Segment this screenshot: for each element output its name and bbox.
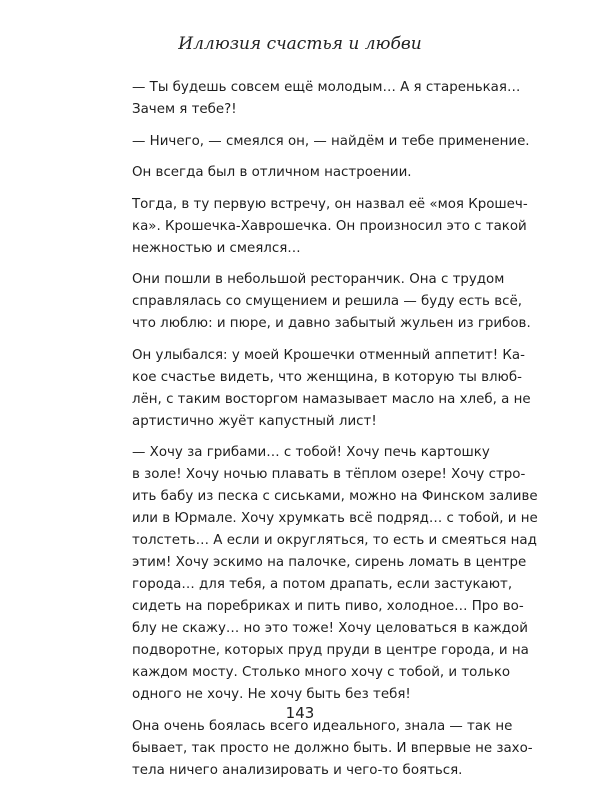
paragraph: [132, 77, 521, 121]
text-line: Она очень боялась всего идеального, знала — так не: [132, 718, 513, 734]
paragraph: [132, 345, 531, 433]
text-line: нежностью и смеялся…: [132, 240, 301, 256]
text-line: блу не скажу… но это тоже! Хочу целоваться в каждой: [132, 621, 528, 636]
text-line: ить бабу из песка с сиськами, можно на Финском заливе: [132, 489, 538, 504]
text-line: лён, с таким восторгом намазывает масло на хлеб, а не: [132, 391, 531, 407]
page-number: 143: [285, 704, 315, 722]
text-line: подворотне, которых пруд пруди в центре города, и на: [132, 643, 529, 658]
text-line: что люблю: и пюре, и давно забытый жульен из грибов.: [132, 316, 531, 331]
text-line: справлялась со смущением и решила — буду есть всё,: [132, 294, 522, 309]
paragraph: [132, 194, 528, 260]
text-line: каждом мосту. Столько много хочу с тобой, и только: [132, 665, 511, 680]
text-line: Он улыбался: у моей Крошечки отменный аппетит! Ка-: [132, 347, 525, 363]
text-line: — Ничего, — смеялся он, — найдём и тебе применение.: [132, 133, 530, 149]
text-line: ка». Крошечка-Хаврошечка. Он произносил это с такой: [132, 218, 527, 234]
body-text: [132, 77, 538, 791]
paragraph: [132, 716, 533, 782]
paragraph: [132, 269, 531, 335]
paragraph: [132, 131, 530, 153]
text-line: Он всегда был в отличном настроении.: [132, 165, 412, 180]
text-line: Тогда, в ту первую встречу, он назвал её «моя Крошеч-: [132, 196, 528, 212]
text-line: или в Юрмале. Хочу хрумкать всё подряд… с тобой, и не: [132, 511, 538, 526]
text-line: этим! Хочу эскимо на палочке, сирень ломать в центре: [132, 555, 527, 570]
paragraph: [132, 442, 538, 706]
paragraph: [132, 162, 474, 184]
text-line: — Ты будешь совсем ещё молодым… А я старенькая…: [132, 80, 521, 95]
text-line: артистично жуёт капустный лист!: [132, 413, 377, 429]
text-line: сидеть на поребриках и пить пиво, холодное… Про во-: [132, 599, 524, 614]
running-title: Иллюзия счастья и любви: [178, 34, 422, 54]
text-line: — Хочу за грибами… с тобой! Хочу печь картошку: [132, 445, 490, 460]
text-line: Они пошли в небольшой ресторанчик. Она с трудом: [132, 272, 505, 287]
text-line: в золе! Хочу ночью плавать в тёплом озере! Хочу стро-: [132, 467, 526, 482]
text-line: толстеть… А если и округляться, то есть и смеяться над: [132, 533, 537, 548]
text-line: бывает, так просто не должно быть. И впервые не захо-: [132, 740, 533, 756]
text-line: города… для тебя, а потом драпать, если застукают,: [132, 577, 513, 592]
text-line: одного не хочу. Не хочу быть без тебя!: [132, 687, 411, 702]
text-line: кое счастье видеть, что женщина, в которую ты влюб-: [132, 369, 522, 385]
text-line: Зачем я тебе?!: [132, 102, 237, 117]
text-line: тела ничего анализировать и чего-то бояться.: [132, 762, 463, 778]
